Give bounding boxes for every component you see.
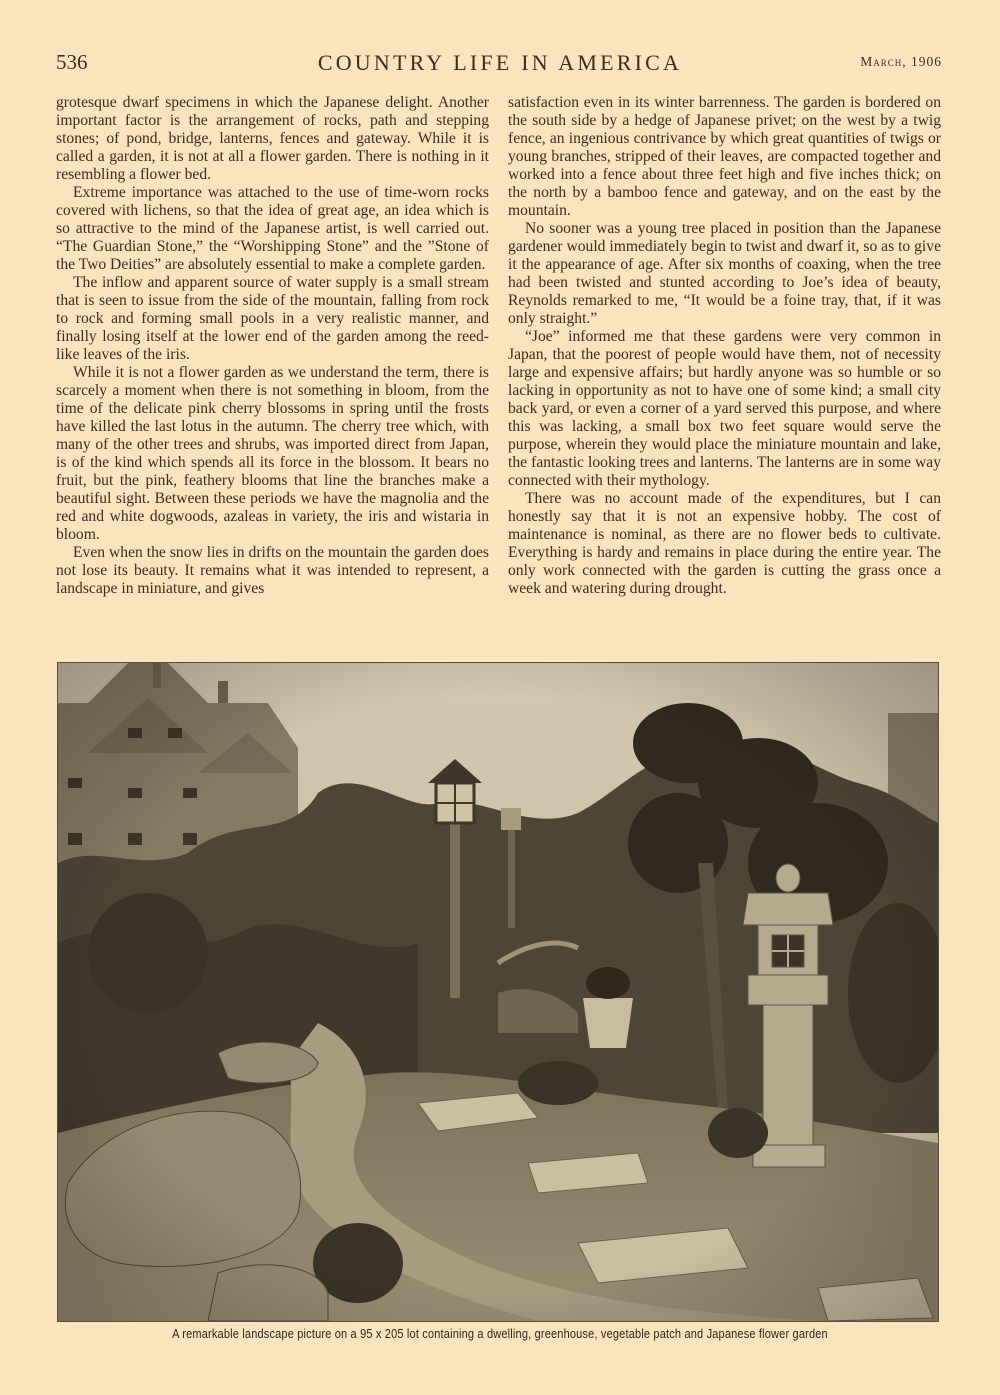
- issue-date: March, 1906: [860, 54, 942, 69]
- paragraph: There was no account made of the expenditures, but I can honestly say that it is not an expensive hobby. The cost of maintenance is nominal, as there are no flower beds to cultivate. Everything is hardy and remains in place during the entire year. The only work connected with the garden is cutting the grass once a week and watering during drought.: [508, 490, 941, 597]
- running-header: [0, 50, 1000, 80]
- magazine-title: COUNTRY LIFE IN AMERICA: [317, 50, 683, 75]
- right-column: [508, 94, 941, 598]
- garden-photo-illustration: [58, 663, 938, 1321]
- paragraph: Even when the snow lies in drifts on the mountain the garden does not lose its beauty. It remains what it was intended to represent, a landscape in miniature, and gives: [56, 544, 489, 597]
- left-column: [56, 94, 489, 598]
- paragraph: While it is not a flower garden as we understand the term, there is scarcely a moment when there is not something in bloom, from the time of the delicate pink cherry blossoms in spring until the frosts have killed the last lotus in the autumn. The cherry tree which, with many of the other trees and shrubs, was imported direct from Japan, is of the kind which spends all its force in the blossom. It bears no fruit, but the pink, feathery blooms that line the branches make a beautiful sight. Between these periods we have the magnolia and the red and white dogwoods, azaleas in variety, the iris and wistaria in bloom.: [56, 364, 489, 543]
- garden-photograph: [57, 662, 939, 1322]
- paragraph: grotesque dwarf specimens in which the Japanese delight. Another important factor is the arrangement of rocks, path and stepping stones; of pond, bridge, lanterns, fences and gateway. While it is called a garden, it is not at all a flower garden. There is nothing in it resembling a flower bed.: [56, 94, 489, 183]
- paragraph: satisfaction even in its winter barrenness. The garden is bordered on the south side by a hedge of Japanese privet; on the west by a twig fence, an ingenious contrivance by which great quantities of twigs or young branches, stripped of their leaves, are compacted together and worked into a fence about three feet high and five inches thick; on the north by a bamboo fence and gateway, and on the east by the mountain.: [508, 94, 941, 219]
- page-number: 536: [56, 50, 88, 74]
- paragraph: The inflow and apparent source of water supply is a small stream that is seen to issue from the side of the mountain, falling from rock to rock and forming small pools in a very realistic manner, and finally losing itself at the lower end of the garden among the reed-like leaves of the iris.: [56, 274, 489, 363]
- figure-caption: A remarkable landscape picture on a 95 x 205 lot containing a dwelling, greenhouse, vegetable patch and Japanese flower garden: [172, 1327, 828, 1341]
- paragraph: Extreme importance was attached to the use of time-worn rocks covered with lichens, so that the idea of great age, an idea which is so attractive to the mind of the Japanese artist, is well carried out. “The Guardian Stone,” the “Worshipping Stone” and the ”Stone of the Two Deities” are absolutely essential to make a complete garden.: [56, 184, 489, 273]
- paragraph: No sooner was a young tree placed in position than the Japanese gardener would immediately begin to twist and dwarf it, so as to give it the appearance of age. After six months of coaxing, when the tree had been twisted and stunted according to Joe’s idea of beauty, Reynolds remarked to me, “It would be a foine tray, that, if it was only straight.”: [508, 220, 941, 327]
- paragraph: “Joe” informed me that these gardens were very common in Japan, that the poorest of people would have them, not of necessity large and expensive affairs; but hardly anyone was so humble or so lacking in opportunity as not to have one of some kind; a small city back yard, or even a corner of a yard served this purpose, and where this was lacking, a small box two feet square would serve the purpose, wherein they would place the miniature mountain and lake, the fantastic looking trees and lanterns. The lanterns are in some way connected with their mythology.: [508, 328, 941, 489]
